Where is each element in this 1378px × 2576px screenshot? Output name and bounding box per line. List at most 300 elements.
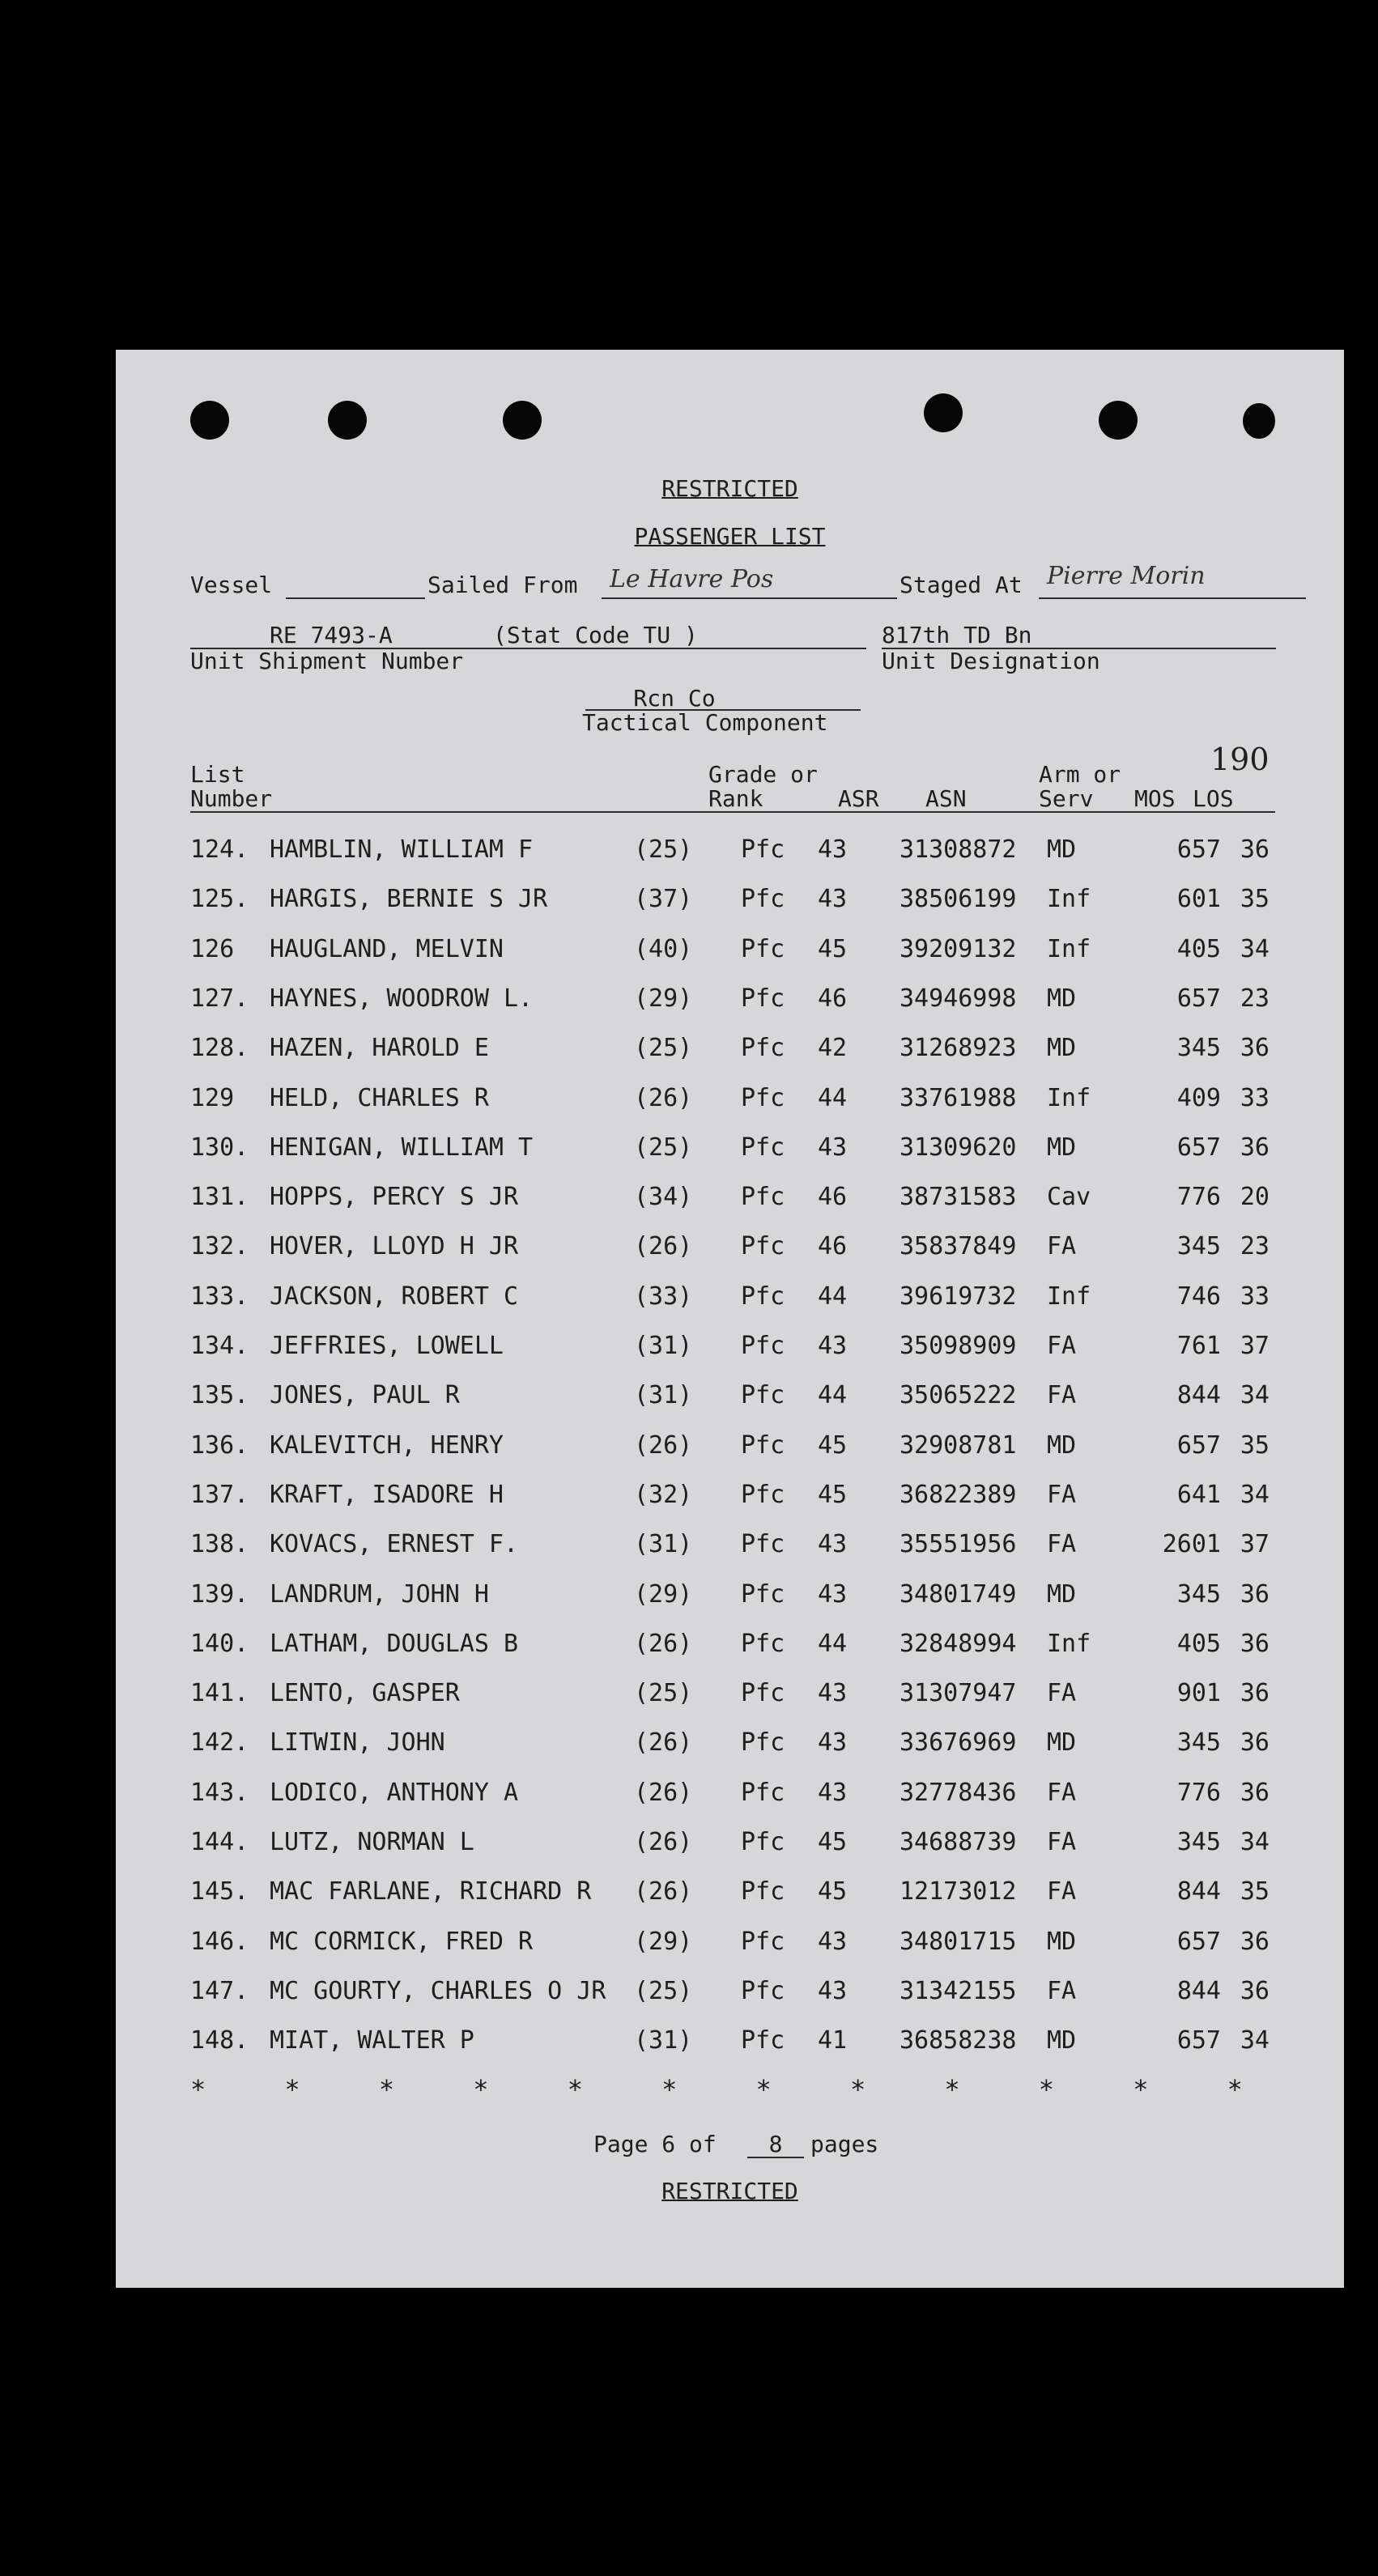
- cell-asr: 44: [818, 1381, 848, 1410]
- cell-grade: Pfc: [741, 1034, 785, 1063]
- cell-arm: Inf: [1047, 934, 1091, 963]
- cell-mos: 657: [1176, 1430, 1221, 1460]
- cell-los: 20: [1240, 1183, 1270, 1212]
- document-title: PASSENGER LIST: [634, 523, 826, 550]
- cell-name: JONES, PAUL R: [270, 1381, 460, 1410]
- table-row: [116, 1828, 1344, 1860]
- cell-num: 133.: [190, 1282, 249, 1311]
- cell-los: 37: [1240, 1530, 1270, 1559]
- cell-age: (34): [634, 1183, 693, 1212]
- cell-grade: Pfc: [741, 1927, 785, 1956]
- vessel-label: Vessel: [190, 572, 273, 598]
- col-arm-line1: Arm or: [1039, 761, 1121, 788]
- cell-mos: 345: [1176, 1034, 1221, 1063]
- cell-arm: FA: [1047, 1232, 1077, 1261]
- cell-arm: MD: [1047, 1430, 1077, 1460]
- cell-grade: Pfc: [741, 1381, 785, 1410]
- cell-asn: 31268923: [900, 1034, 1017, 1063]
- cell-num: 126: [190, 934, 235, 963]
- cell-name: HOPPS, PERCY S JR: [270, 1183, 519, 1212]
- cell-asn: 31342155: [900, 1976, 1017, 2005]
- page-line: Page 6 of: [593, 2131, 717, 2157]
- cell-grade: Pfc: [741, 1232, 785, 1261]
- cell-grade: Pfc: [741, 1877, 785, 1906]
- cell-age: (26): [634, 1728, 693, 1758]
- cell-age: (25): [634, 1679, 693, 1708]
- cell-name: HELD, CHARLES R: [270, 1083, 489, 1112]
- cell-los: 36: [1240, 1034, 1270, 1063]
- cell-asr: 42: [818, 1034, 848, 1063]
- cell-name: HOVER, LLOYD H JR: [270, 1232, 519, 1261]
- punch-hole: [1099, 401, 1138, 440]
- sailed-from-line: [602, 597, 897, 599]
- cell-los: 36: [1240, 1976, 1270, 2005]
- cell-grade: Pfc: [741, 2026, 785, 2055]
- cell-name: LATHAM, DOUGLAS B: [270, 1629, 519, 1658]
- cell-mos: 657: [1176, 835, 1221, 864]
- cell-los: 34: [1240, 1480, 1270, 1509]
- cell-arm: FA: [1047, 1828, 1077, 1856]
- cell-grade: Pfc: [741, 984, 785, 1013]
- table-row: [116, 984, 1344, 1017]
- cell-mos: 2601: [1162, 1530, 1221, 1559]
- cell-age: (31): [634, 1530, 693, 1559]
- cell-asn: 36858238: [900, 2026, 1017, 2055]
- table-row: [116, 1728, 1344, 1761]
- cell-asn: 34801749: [900, 1579, 1017, 1609]
- cell-los: 35: [1240, 1430, 1270, 1460]
- cell-grade: Pfc: [741, 1579, 785, 1609]
- staged-at-label: Staged At: [900, 572, 1023, 598]
- cell-age: (32): [634, 1480, 693, 1509]
- cell-asr: 45: [818, 1877, 848, 1906]
- cell-mos: 776: [1176, 1778, 1221, 1807]
- cell-mos: 601: [1176, 885, 1221, 914]
- tactical-component-value: Rcn Co: [633, 685, 716, 712]
- cell-asr: 43: [818, 1778, 848, 1807]
- table-row: [116, 1084, 1344, 1116]
- page-stamp: 190: [1210, 742, 1270, 777]
- unit-shipment-number-label: Unit Shipment Number: [190, 648, 464, 674]
- cell-asr: 43: [818, 1728, 848, 1758]
- cell-los: 36: [1240, 1629, 1270, 1658]
- cell-los: 33: [1240, 1282, 1270, 1311]
- cell-arm: FA: [1047, 1381, 1077, 1410]
- cell-name: HAZEN, HAROLD E: [270, 1034, 489, 1063]
- table-row: [116, 1431, 1344, 1464]
- cell-name: KALEVITCH, HENRY: [270, 1430, 504, 1460]
- cell-asn: 31308872: [900, 835, 1017, 864]
- cell-asn: 33676969: [900, 1728, 1017, 1758]
- cell-arm: MD: [1047, 1133, 1077, 1162]
- cell-asn: 35098909: [900, 1332, 1017, 1360]
- cell-age: (25): [634, 835, 693, 864]
- table-row: [116, 1232, 1344, 1265]
- cell-mos: 345: [1176, 1828, 1221, 1856]
- cell-name: HAYNES, WOODROW L.: [270, 984, 534, 1013]
- end-mark: *: [755, 2074, 772, 2105]
- cell-los: 33: [1240, 1083, 1270, 1112]
- table-row: [116, 1133, 1344, 1166]
- cell-asn: 38506199: [900, 885, 1017, 914]
- col-arm-line2: Serv: [1039, 785, 1094, 812]
- cell-asr: 43: [818, 1927, 848, 1956]
- cell-asn: 31307947: [900, 1679, 1017, 1708]
- cell-los: 36: [1240, 1728, 1270, 1758]
- cell-arm: FA: [1047, 1332, 1077, 1360]
- table-row: [116, 1580, 1344, 1613]
- cell-name: KRAFT, ISADORE H: [270, 1480, 504, 1509]
- cell-name: KOVACS, ERNEST F.: [270, 1530, 519, 1559]
- cell-age: (40): [634, 934, 693, 963]
- table-row: [116, 1282, 1344, 1315]
- punch-hole: [503, 401, 542, 440]
- cell-los: 35: [1240, 885, 1270, 914]
- cell-num: 137.: [190, 1480, 249, 1509]
- cell-mos: 409: [1176, 1083, 1221, 1112]
- col-grade-line2: Rank: [708, 785, 763, 812]
- cell-asr: 43: [818, 885, 848, 914]
- col-asr: ASR: [838, 785, 879, 812]
- cell-arm: FA: [1047, 1877, 1077, 1906]
- end-mark: *: [378, 2074, 395, 2105]
- cell-asr: 45: [818, 1480, 848, 1509]
- cell-asr: 43: [818, 835, 848, 864]
- cell-asn: 39209132: [900, 934, 1017, 963]
- header-rule: [190, 811, 1275, 813]
- cell-name: LITWIN, JOHN: [270, 1728, 445, 1758]
- cell-age: (33): [634, 1282, 693, 1311]
- cell-grade: Pfc: [741, 1629, 785, 1658]
- document-page: [116, 350, 1344, 2288]
- cell-arm: FA: [1047, 1778, 1077, 1807]
- table-row: [116, 1779, 1344, 1811]
- unit-designation-value: 817th TD Bn: [882, 622, 1032, 648]
- cell-age: (31): [634, 1381, 693, 1410]
- cell-name: MIAT, WALTER P: [270, 2026, 474, 2055]
- cell-los: 23: [1240, 1232, 1270, 1261]
- cell-asn: 31309620: [900, 1133, 1017, 1162]
- cell-los: 34: [1240, 2026, 1270, 2055]
- tactical-component-label: Tactical Component: [582, 709, 828, 736]
- end-mark: *: [567, 2074, 583, 2105]
- cell-mos: 405: [1176, 1629, 1221, 1658]
- cell-grade: Pfc: [741, 1828, 785, 1856]
- cell-age: (26): [634, 1778, 693, 1807]
- end-mark: *: [1038, 2074, 1055, 2105]
- cell-num: 139.: [190, 1579, 249, 1609]
- cell-num: 143.: [190, 1778, 249, 1807]
- table-row: [116, 1332, 1344, 1364]
- cell-asr: 45: [818, 1828, 848, 1856]
- cell-num: 147.: [190, 1976, 249, 2005]
- table-row: [116, 885, 1344, 917]
- vessel-line: [286, 597, 425, 599]
- cell-age: (31): [634, 1332, 693, 1360]
- cell-num: 138.: [190, 1530, 249, 1559]
- end-of-list-marks: [190, 2074, 1243, 2105]
- cell-arm: Inf: [1047, 1282, 1091, 1311]
- cell-los: 34: [1240, 1828, 1270, 1856]
- cell-num: 148.: [190, 2026, 249, 2055]
- cell-asr: 43: [818, 1579, 848, 1609]
- cell-los: 34: [1240, 934, 1270, 963]
- cell-mos: 844: [1176, 1976, 1221, 2005]
- cell-num: 128.: [190, 1034, 249, 1063]
- cell-name: LUTZ, NORMAN L: [270, 1828, 474, 1856]
- stat-code: (Stat Code TU ): [493, 622, 698, 648]
- cell-name: HAMBLIN, WILLIAM F: [270, 835, 534, 864]
- cell-mos: 657: [1176, 1133, 1221, 1162]
- table-row: [116, 1977, 1344, 2009]
- cell-name: LODICO, ANTHONY A: [270, 1778, 519, 1807]
- cell-asr: 43: [818, 1976, 848, 2005]
- cell-asr: 45: [818, 934, 848, 963]
- cell-age: (25): [634, 1133, 693, 1162]
- cell-num: 145.: [190, 1877, 249, 1906]
- cell-age: (37): [634, 885, 693, 914]
- cell-age: (26): [634, 1877, 693, 1906]
- cell-grade: Pfc: [741, 1282, 785, 1311]
- table-row: [116, 1928, 1344, 1960]
- cell-num: 124.: [190, 835, 249, 864]
- cell-los: 36: [1240, 1133, 1270, 1162]
- cell-asr: 43: [818, 1133, 848, 1162]
- cell-num: 130.: [190, 1133, 249, 1162]
- table-row: [116, 2026, 1344, 2059]
- cell-name: HARGIS, BERNIE S JR: [270, 885, 548, 914]
- sailed-from-value: Le Havre Pos: [610, 565, 774, 593]
- classification-bottom: RESTRICTED: [661, 2178, 798, 2204]
- cell-los: 36: [1240, 835, 1270, 864]
- cell-num: 131.: [190, 1183, 249, 1212]
- cell-mos: 776: [1176, 1183, 1221, 1212]
- table-row: [116, 1481, 1344, 1513]
- cell-arm: Inf: [1047, 1083, 1091, 1112]
- cell-mos: 657: [1176, 2026, 1221, 2055]
- cell-name: HAUGLAND, MELVIN: [270, 934, 504, 963]
- cell-num: 135.: [190, 1381, 249, 1410]
- table-row: [116, 935, 1344, 967]
- page-total-line: [747, 2157, 804, 2158]
- cell-num: 129: [190, 1083, 235, 1112]
- cell-asr: 45: [818, 1430, 848, 1460]
- cell-age: (25): [634, 1034, 693, 1063]
- cell-asr: 46: [818, 1232, 848, 1261]
- page-total: 8: [768, 2131, 783, 2157]
- cell-grade: Pfc: [741, 1679, 785, 1708]
- cell-grade: Pfc: [741, 885, 785, 914]
- cell-grade: Pfc: [741, 1083, 785, 1112]
- cell-name: LANDRUM, JOHN H: [270, 1579, 489, 1609]
- cell-asr: 46: [818, 1183, 848, 1212]
- cell-name: MC CORMICK, FRED R: [270, 1927, 534, 1956]
- cell-asr: 44: [818, 1629, 848, 1658]
- cell-age: (26): [634, 1430, 693, 1460]
- cell-age: (26): [634, 1083, 693, 1112]
- end-mark: *: [661, 2074, 678, 2105]
- cell-arm: FA: [1047, 1480, 1077, 1509]
- cell-mos: 345: [1176, 1232, 1221, 1261]
- cell-arm: Cav: [1047, 1183, 1091, 1212]
- cell-mos: 844: [1176, 1381, 1221, 1410]
- cell-asn: 34801715: [900, 1927, 1017, 1956]
- cell-mos: 746: [1176, 1282, 1221, 1311]
- cell-num: 144.: [190, 1828, 249, 1856]
- col-los: LOS: [1193, 785, 1234, 812]
- cell-name: HENIGAN, WILLIAM T: [270, 1133, 534, 1162]
- cell-num: 136.: [190, 1430, 249, 1460]
- cell-asr: 43: [818, 1530, 848, 1559]
- sailed-from-label: Sailed From: [427, 572, 578, 598]
- cell-asn: 32778436: [900, 1778, 1017, 1807]
- cell-grade: Pfc: [741, 1133, 785, 1162]
- cell-los: 36: [1240, 1679, 1270, 1708]
- cell-asn: 38731583: [900, 1183, 1017, 1212]
- table-row: [116, 1877, 1344, 1910]
- cell-grade: Pfc: [741, 1976, 785, 2005]
- cell-num: 146.: [190, 1927, 249, 1956]
- end-mark: *: [1227, 2074, 1243, 2105]
- cell-asn: 32908781: [900, 1430, 1017, 1460]
- cell-arm: MD: [1047, 835, 1077, 864]
- cell-asn: 35065222: [900, 1381, 1017, 1410]
- cell-age: (29): [634, 1579, 693, 1609]
- cell-name: MAC FARLANE, RICHARD R: [270, 1877, 592, 1906]
- cell-los: 34: [1240, 1381, 1270, 1410]
- cell-age: (25): [634, 1976, 693, 2005]
- cell-mos: 641: [1176, 1480, 1221, 1509]
- cell-arm: MD: [1047, 2026, 1077, 2055]
- cell-asr: 43: [818, 1679, 848, 1708]
- cell-asn: 36822389: [900, 1480, 1017, 1509]
- cell-age: (29): [634, 984, 693, 1013]
- cell-los: 36: [1240, 1579, 1270, 1609]
- cell-name: JEFFRIES, LOWELL: [270, 1332, 504, 1360]
- cell-grade: Pfc: [741, 1778, 785, 1807]
- punch-hole: [1243, 403, 1275, 439]
- cell-asn: 12173012: [900, 1877, 1017, 1906]
- table-row: [116, 1630, 1344, 1662]
- cell-arm: MD: [1047, 1927, 1077, 1956]
- cell-asn: 32848994: [900, 1629, 1017, 1658]
- cell-grade: Pfc: [741, 1728, 785, 1758]
- table-row: [116, 835, 1344, 868]
- cell-arm: FA: [1047, 1530, 1077, 1559]
- col-asn: ASN: [925, 785, 967, 812]
- end-mark: *: [190, 2074, 206, 2105]
- cell-mos: 901: [1176, 1679, 1221, 1708]
- cell-mos: 345: [1176, 1579, 1221, 1609]
- col-mos: MOS: [1134, 785, 1176, 812]
- cell-mos: 761: [1176, 1332, 1221, 1360]
- end-mark: *: [284, 2074, 300, 2105]
- punch-hole: [190, 401, 229, 440]
- unit-shipment-number-value: RE 7493-A: [270, 622, 393, 648]
- cell-asn: 35551956: [900, 1530, 1017, 1559]
- cell-grade: Pfc: [741, 1332, 785, 1360]
- cell-num: 140.: [190, 1629, 249, 1658]
- cell-los: 36: [1240, 1927, 1270, 1956]
- cell-arm: Inf: [1047, 885, 1091, 914]
- cell-asn: 35837849: [900, 1232, 1017, 1261]
- cell-asn: 34688739: [900, 1828, 1017, 1856]
- cell-num: 125.: [190, 885, 249, 914]
- end-mark: *: [473, 2074, 489, 2105]
- cell-arm: Inf: [1047, 1629, 1091, 1658]
- cell-asr: 41: [818, 2026, 848, 2055]
- cell-num: 132.: [190, 1232, 249, 1261]
- cell-name: MC GOURTY, CHARLES O JR: [270, 1976, 606, 2005]
- cell-asn: 34946998: [900, 984, 1017, 1013]
- cell-grade: Pfc: [741, 1430, 785, 1460]
- cell-num: 134.: [190, 1332, 249, 1360]
- cell-arm: MD: [1047, 984, 1077, 1013]
- cell-num: 142.: [190, 1728, 249, 1758]
- cell-grade: Pfc: [741, 1530, 785, 1559]
- cell-arm: FA: [1047, 1976, 1077, 2005]
- cell-mos: 345: [1176, 1728, 1221, 1758]
- cell-asn: 39619732: [900, 1282, 1017, 1311]
- cell-arm: FA: [1047, 1679, 1077, 1708]
- table-row: [116, 1034, 1344, 1066]
- cell-num: 127.: [190, 984, 249, 1013]
- cell-arm: MD: [1047, 1579, 1077, 1609]
- table-row: [116, 1183, 1344, 1215]
- cell-age: (26): [634, 1232, 693, 1261]
- cell-grade: Pfc: [741, 934, 785, 963]
- cell-asr: 44: [818, 1083, 848, 1112]
- cell-mos: 657: [1176, 1927, 1221, 1956]
- table-row: [116, 1530, 1344, 1562]
- cell-num: 141.: [190, 1679, 249, 1708]
- classification-top: RESTRICTED: [661, 475, 798, 502]
- cell-los: 23: [1240, 984, 1270, 1013]
- col-list-line2: Number: [190, 785, 273, 812]
- cell-asr: 46: [818, 984, 848, 1013]
- cell-mos: 844: [1176, 1877, 1221, 1906]
- cell-grade: Pfc: [741, 835, 785, 864]
- end-mark: *: [1133, 2074, 1149, 2105]
- cell-asr: 43: [818, 1332, 848, 1360]
- staged-at-line: [1039, 597, 1306, 599]
- punch-hole: [924, 393, 963, 432]
- cell-mos: 657: [1176, 984, 1221, 1013]
- end-mark: *: [944, 2074, 960, 2105]
- cell-los: 35: [1240, 1877, 1270, 1906]
- col-grade-line1: Grade or: [708, 761, 818, 788]
- cell-los: 36: [1240, 1778, 1270, 1807]
- cell-mos: 405: [1176, 934, 1221, 963]
- table-row: [116, 1679, 1344, 1711]
- cell-asn: 33761988: [900, 1083, 1017, 1112]
- cell-arm: MD: [1047, 1728, 1077, 1758]
- cell-age: (31): [634, 2026, 693, 2055]
- cell-name: JACKSON, ROBERT C: [270, 1282, 519, 1311]
- cell-grade: Pfc: [741, 1183, 785, 1212]
- cell-grade: Pfc: [741, 1480, 785, 1509]
- cell-asr: 44: [818, 1282, 848, 1311]
- unit-designation-label: Unit Designation: [882, 648, 1100, 674]
- punch-hole: [328, 401, 367, 440]
- staged-at-value: Pierre Morin: [1047, 562, 1206, 590]
- cell-name: LENTO, GASPER: [270, 1679, 460, 1708]
- col-list-line1: List: [190, 761, 245, 788]
- cell-los: 37: [1240, 1332, 1270, 1360]
- cell-arm: MD: [1047, 1034, 1077, 1063]
- cell-age: (29): [634, 1927, 693, 1956]
- end-mark: *: [849, 2074, 866, 2105]
